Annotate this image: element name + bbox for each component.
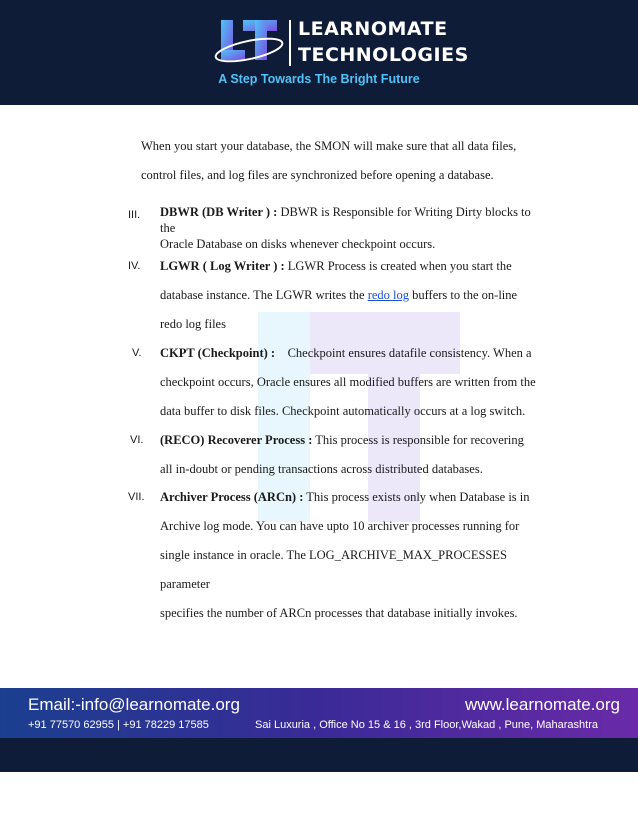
item-text: Archive log mode. You can have upto 10 archiver processes running for [160, 519, 520, 533]
list-numeral: VI. [130, 434, 144, 446]
item-text: database instance. The LGWR writes the [160, 288, 368, 302]
item-text: specifies the number of ARCn processes that database initially invokes. [160, 606, 518, 620]
item-title: CKPT (Checkpoint) : [160, 346, 276, 360]
item-text: single instance in oracle. The LOG_ARCHIVE_MAX_PROCESSES [160, 548, 507, 562]
item-text: buffers to the on-line [409, 288, 518, 302]
item-text: LGWR Process is created when you start the [284, 259, 512, 273]
intro-line: control files, and log files are synchronized before opening a database. [141, 168, 494, 182]
intro-line: When you start your database, the SMON will make sure that all data files, [141, 139, 517, 153]
list-item-text [160, 204, 540, 252]
intro-paragraph [141, 132, 561, 190]
item-text: DBWR is Responsible for Writing Dirty blocks to [277, 205, 531, 219]
list-numeral: V. [132, 347, 142, 359]
item-text: Oracle Database on disks whenever checkpoint occurs. [160, 237, 436, 251]
item-text: data buffer to disk files. Checkpoint automatically occurs at a log switch. [160, 404, 526, 418]
item-text: checkpoint occurs, Oracle ensures all modified buffers are written from the [160, 375, 536, 389]
list-numeral: III. [128, 209, 141, 221]
list-numeral: IV. [128, 260, 141, 272]
brand-tagline: A Step Towards The Bright Future [218, 72, 420, 86]
brand-divider [289, 20, 291, 66]
item-text: This process exists only when Database is in [303, 490, 530, 504]
list-item-text [160, 483, 540, 628]
list-item-text [160, 252, 540, 339]
footer-phones: +91 77570 62955 | +91 78229 17585 [28, 719, 209, 731]
item-title: DBWR (DB Writer ) : [160, 205, 278, 219]
item-text: Checkpoint ensures datafile consistency. When a [275, 346, 532, 360]
item-text: This process is responsible for recovering [312, 433, 524, 447]
redo-log-link[interactable]: redo log [367, 288, 409, 302]
item-text: all in-doubt or pending transactions across distributed databases. [160, 462, 483, 476]
brand-name-line1: LEARNOMATE [298, 18, 448, 40]
list-item-text [160, 426, 540, 484]
footer-email[interactable]: Email:-info@learnomate.org [28, 695, 240, 714]
list-numeral: VII. [128, 491, 145, 503]
list-item-text [160, 339, 540, 426]
page-footer [0, 688, 638, 738]
item-title: (RECO) Recoverer Process : [160, 433, 313, 447]
item-title: LGWR ( Log Writer ) : [160, 259, 285, 273]
item-text: redo log files [160, 317, 226, 331]
learnomate-logo-icon [213, 16, 285, 72]
brand-name-line2: TECHNOLOGIES [298, 44, 469, 66]
item-title: Archiver Process (ARCn) : [160, 490, 304, 504]
footer-website[interactable]: www.learnomate.org [465, 695, 620, 714]
item-text: the [160, 221, 176, 235]
footer-address: Sai Luxuria , Office No 15 & 16 , 3rd Floor,Wakad , Pune, Maharashtra [255, 719, 599, 731]
footer-band [0, 738, 638, 772]
page-header [0, 0, 638, 105]
item-text: parameter [160, 577, 210, 591]
